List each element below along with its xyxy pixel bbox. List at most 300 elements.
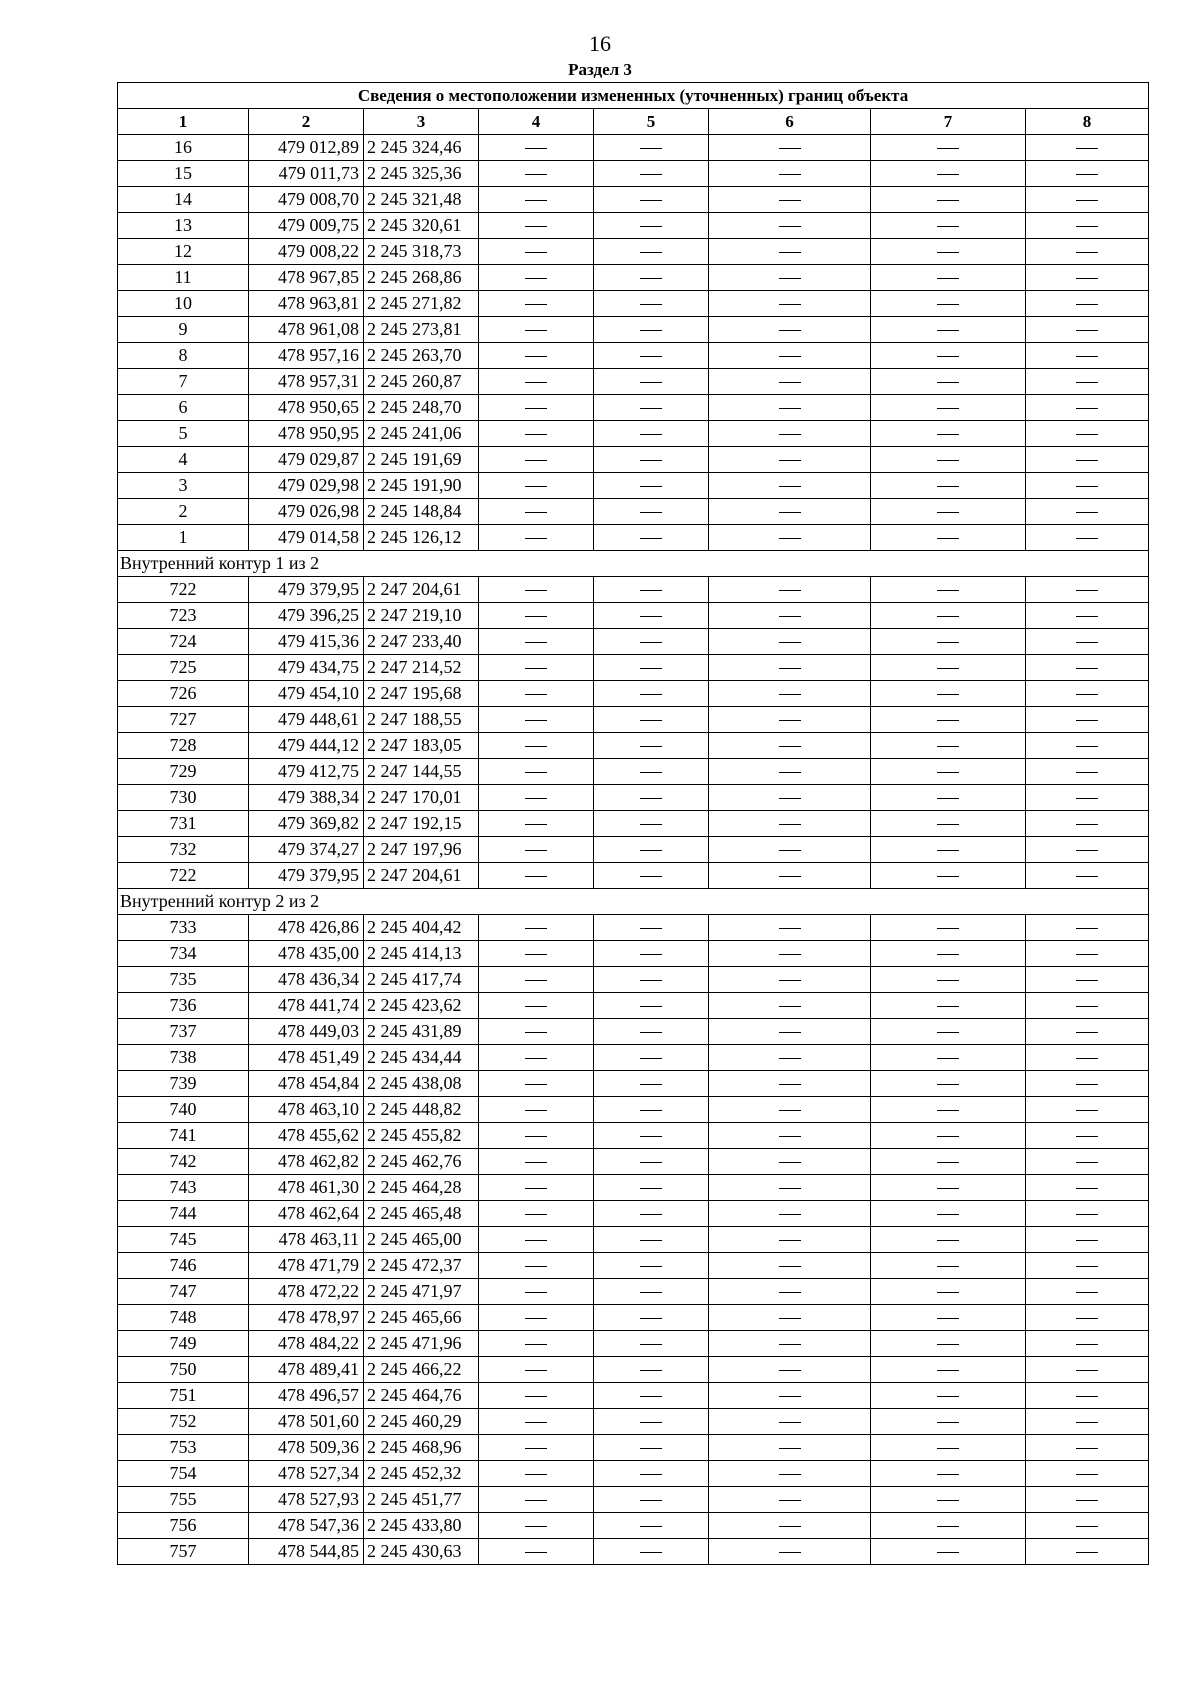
empty-value-cell bbox=[871, 1383, 1026, 1409]
y-coordinate-cell: 2 245 148,84 bbox=[364, 499, 479, 525]
dash-mark bbox=[1076, 850, 1098, 851]
x-coordinate-cell: 478 478,97 bbox=[249, 1305, 364, 1331]
dash-mark bbox=[937, 330, 959, 331]
empty-value-cell bbox=[1026, 837, 1149, 863]
x-coordinate-cell: 479 454,10 bbox=[249, 681, 364, 707]
page-number: 16 bbox=[589, 31, 611, 56]
dash-mark bbox=[525, 1448, 547, 1449]
dash-mark bbox=[1076, 1136, 1098, 1137]
dash-mark bbox=[640, 1318, 662, 1319]
dash-mark bbox=[937, 1084, 959, 1085]
empty-value-cell bbox=[479, 707, 594, 733]
table-row bbox=[118, 1019, 1149, 1045]
x-coordinate-cell: 478 471,79 bbox=[249, 1253, 364, 1279]
empty-value-cell bbox=[1026, 473, 1149, 499]
empty-value-cell bbox=[1026, 187, 1149, 213]
empty-value-cell bbox=[709, 1123, 871, 1149]
empty-value-cell bbox=[479, 239, 594, 265]
empty-value-cell bbox=[479, 733, 594, 759]
y-coordinate-cell: 2 247 214,52 bbox=[364, 655, 479, 681]
table-row bbox=[118, 1201, 1149, 1227]
empty-value-cell bbox=[479, 785, 594, 811]
x-coordinate-cell: 478 957,31 bbox=[249, 369, 364, 395]
dash-mark bbox=[1076, 1162, 1098, 1163]
dash-mark bbox=[779, 1084, 801, 1085]
dash-mark bbox=[937, 1448, 959, 1449]
empty-value-cell bbox=[709, 941, 871, 967]
empty-value-cell bbox=[594, 577, 709, 603]
empty-value-cell bbox=[709, 1149, 871, 1175]
point-number-cell: 725 bbox=[118, 655, 249, 681]
dash-mark bbox=[640, 174, 662, 175]
table-row bbox=[118, 1175, 1149, 1201]
empty-value-cell bbox=[1026, 499, 1149, 525]
empty-value-cell bbox=[594, 473, 709, 499]
empty-value-cell bbox=[479, 1539, 594, 1565]
empty-value-cell bbox=[871, 473, 1026, 499]
empty-value-cell bbox=[871, 1123, 1026, 1149]
dash-mark bbox=[525, 538, 547, 539]
dash-mark bbox=[1076, 1110, 1098, 1111]
empty-value-cell bbox=[1026, 1383, 1149, 1409]
empty-value-cell bbox=[871, 421, 1026, 447]
dash-mark bbox=[937, 148, 959, 149]
empty-value-cell bbox=[709, 1227, 871, 1253]
dash-mark bbox=[640, 382, 662, 383]
empty-value-cell bbox=[479, 993, 594, 1019]
dash-mark bbox=[525, 1396, 547, 1397]
dash-mark bbox=[1076, 928, 1098, 929]
empty-value-cell bbox=[594, 291, 709, 317]
point-number-cell: 3 bbox=[118, 473, 249, 499]
dash-mark bbox=[640, 486, 662, 487]
empty-value-cell bbox=[871, 187, 1026, 213]
y-coordinate-cell: 2 245 471,97 bbox=[364, 1279, 479, 1305]
y-coordinate-cell: 2 245 260,87 bbox=[364, 369, 479, 395]
y-coordinate-cell: 2 245 320,61 bbox=[364, 213, 479, 239]
point-number-cell: 4 bbox=[118, 447, 249, 473]
empty-value-cell bbox=[594, 1019, 709, 1045]
contour-label: Внутренний контур 2 из 2 bbox=[118, 889, 1149, 915]
dash-mark bbox=[640, 798, 662, 799]
empty-value-cell bbox=[594, 1253, 709, 1279]
table-row bbox=[118, 733, 1149, 759]
x-coordinate-cell: 479 026,98 bbox=[249, 499, 364, 525]
table-row bbox=[118, 707, 1149, 733]
dash-mark bbox=[937, 538, 959, 539]
y-coordinate-cell: 2 245 414,13 bbox=[364, 941, 479, 967]
dash-mark bbox=[525, 642, 547, 643]
dash-mark bbox=[779, 642, 801, 643]
empty-value-cell bbox=[709, 707, 871, 733]
dash-mark bbox=[1076, 1344, 1098, 1345]
dash-mark bbox=[640, 1032, 662, 1033]
empty-value-cell bbox=[479, 1123, 594, 1149]
dash-mark bbox=[640, 1136, 662, 1137]
x-coordinate-cell: 478 496,57 bbox=[249, 1383, 364, 1409]
dash-mark bbox=[779, 876, 801, 877]
table-row bbox=[118, 837, 1149, 863]
dash-mark bbox=[937, 1266, 959, 1267]
table-row bbox=[118, 213, 1149, 239]
empty-value-cell bbox=[1026, 1097, 1149, 1123]
dash-mark bbox=[1076, 434, 1098, 435]
point-number-cell: 8 bbox=[118, 343, 249, 369]
empty-value-cell bbox=[871, 1487, 1026, 1513]
dash-mark bbox=[779, 1032, 801, 1033]
empty-value-cell bbox=[871, 1175, 1026, 1201]
dash-mark bbox=[779, 512, 801, 513]
empty-value-cell bbox=[479, 1227, 594, 1253]
empty-value-cell bbox=[709, 317, 871, 343]
dash-mark bbox=[640, 1058, 662, 1059]
table-row bbox=[118, 1305, 1149, 1331]
point-number-cell: 10 bbox=[118, 291, 249, 317]
dash-mark bbox=[937, 174, 959, 175]
dash-mark bbox=[779, 1214, 801, 1215]
empty-value-cell bbox=[709, 1409, 871, 1435]
point-number-cell: 735 bbox=[118, 967, 249, 993]
empty-value-cell bbox=[871, 265, 1026, 291]
empty-value-cell bbox=[871, 1149, 1026, 1175]
dash-mark bbox=[937, 1032, 959, 1033]
empty-value-cell bbox=[709, 265, 871, 291]
empty-value-cell bbox=[479, 915, 594, 941]
empty-value-cell bbox=[871, 1409, 1026, 1435]
dash-mark bbox=[525, 356, 547, 357]
dash-mark bbox=[525, 1136, 547, 1137]
dash-mark bbox=[1076, 1214, 1098, 1215]
empty-value-cell bbox=[871, 993, 1026, 1019]
table-row bbox=[118, 187, 1149, 213]
dash-mark bbox=[640, 434, 662, 435]
table-row bbox=[118, 967, 1149, 993]
table-row bbox=[118, 1045, 1149, 1071]
empty-value-cell bbox=[871, 941, 1026, 967]
empty-value-cell bbox=[709, 239, 871, 265]
dash-mark bbox=[937, 954, 959, 955]
empty-value-cell bbox=[1026, 1019, 1149, 1045]
empty-value-cell bbox=[709, 1071, 871, 1097]
empty-value-cell bbox=[709, 759, 871, 785]
x-coordinate-cell: 479 396,25 bbox=[249, 603, 364, 629]
empty-value-cell bbox=[871, 967, 1026, 993]
dash-mark bbox=[779, 980, 801, 981]
dash-mark bbox=[525, 304, 547, 305]
empty-value-cell bbox=[479, 1513, 594, 1539]
empty-value-cell bbox=[479, 811, 594, 837]
empty-value-cell bbox=[479, 1357, 594, 1383]
empty-value-cell bbox=[871, 1097, 1026, 1123]
dash-mark bbox=[937, 1110, 959, 1111]
empty-value-cell bbox=[479, 863, 594, 889]
dash-mark bbox=[1076, 226, 1098, 227]
table-row bbox=[118, 499, 1149, 525]
empty-value-cell bbox=[709, 1331, 871, 1357]
point-number-cell: 729 bbox=[118, 759, 249, 785]
dash-mark bbox=[640, 1188, 662, 1189]
dash-mark bbox=[525, 174, 547, 175]
dash-mark bbox=[779, 1500, 801, 1501]
empty-value-cell bbox=[479, 395, 594, 421]
empty-value-cell bbox=[1026, 1071, 1149, 1097]
empty-value-cell bbox=[1026, 525, 1149, 551]
dash-mark bbox=[640, 616, 662, 617]
y-coordinate-cell: 2 245 468,96 bbox=[364, 1435, 479, 1461]
dash-mark bbox=[779, 772, 801, 773]
x-coordinate-cell: 478 484,22 bbox=[249, 1331, 364, 1357]
y-coordinate-cell: 2 245 433,80 bbox=[364, 1513, 479, 1539]
dash-mark bbox=[640, 1162, 662, 1163]
empty-value-cell bbox=[594, 447, 709, 473]
empty-value-cell bbox=[594, 317, 709, 343]
empty-value-cell bbox=[479, 447, 594, 473]
x-coordinate-cell: 478 454,84 bbox=[249, 1071, 364, 1097]
point-number-cell: 11 bbox=[118, 265, 249, 291]
empty-value-cell bbox=[479, 759, 594, 785]
dash-mark bbox=[937, 1136, 959, 1137]
y-coordinate-cell: 2 245 448,82 bbox=[364, 1097, 479, 1123]
boundary-coordinates-table bbox=[117, 82, 1149, 1565]
empty-value-cell bbox=[1026, 1487, 1149, 1513]
empty-value-cell bbox=[1026, 135, 1149, 161]
empty-value-cell bbox=[1026, 1123, 1149, 1149]
table-row bbox=[118, 395, 1149, 421]
empty-value-cell bbox=[594, 369, 709, 395]
y-coordinate-cell: 2 245 451,77 bbox=[364, 1487, 479, 1513]
dash-mark bbox=[937, 1162, 959, 1163]
empty-value-cell bbox=[479, 499, 594, 525]
dash-mark bbox=[1076, 1240, 1098, 1241]
dash-mark bbox=[1076, 460, 1098, 461]
empty-value-cell bbox=[1026, 421, 1149, 447]
empty-value-cell bbox=[709, 1539, 871, 1565]
empty-value-cell bbox=[1026, 1435, 1149, 1461]
empty-value-cell bbox=[709, 161, 871, 187]
dash-mark bbox=[1076, 330, 1098, 331]
y-coordinate-cell: 2 245 431,89 bbox=[364, 1019, 479, 1045]
contour-label: Внутренний контур 1 из 2 bbox=[118, 551, 1149, 577]
dash-mark bbox=[640, 538, 662, 539]
dash-mark bbox=[1076, 876, 1098, 877]
dash-mark bbox=[1076, 694, 1098, 695]
empty-value-cell bbox=[1026, 1513, 1149, 1539]
x-coordinate-cell: 479 009,75 bbox=[249, 213, 364, 239]
empty-value-cell bbox=[1026, 265, 1149, 291]
point-number-cell: 13 bbox=[118, 213, 249, 239]
x-coordinate-cell: 479 434,75 bbox=[249, 655, 364, 681]
dash-mark bbox=[525, 408, 547, 409]
table-row bbox=[118, 941, 1149, 967]
table-title-row bbox=[118, 83, 1149, 109]
dash-mark bbox=[779, 1422, 801, 1423]
empty-value-cell bbox=[479, 265, 594, 291]
empty-value-cell bbox=[479, 837, 594, 863]
point-number-cell: 744 bbox=[118, 1201, 249, 1227]
x-coordinate-cell: 478 435,00 bbox=[249, 941, 364, 967]
dash-mark bbox=[1076, 1188, 1098, 1189]
empty-value-cell bbox=[594, 1513, 709, 1539]
table-row bbox=[118, 317, 1149, 343]
empty-value-cell bbox=[594, 1149, 709, 1175]
table-row bbox=[118, 785, 1149, 811]
y-coordinate-cell: 2 247 170,01 bbox=[364, 785, 479, 811]
y-coordinate-cell: 2 245 417,74 bbox=[364, 967, 479, 993]
point-number-cell: 734 bbox=[118, 941, 249, 967]
x-coordinate-cell: 479 379,95 bbox=[249, 863, 364, 889]
dash-mark bbox=[779, 1058, 801, 1059]
dash-mark bbox=[640, 200, 662, 201]
table-row bbox=[118, 1071, 1149, 1097]
table-row bbox=[118, 1539, 1149, 1565]
y-coordinate-cell: 2 245 263,70 bbox=[364, 343, 479, 369]
empty-value-cell bbox=[479, 681, 594, 707]
dash-mark bbox=[640, 980, 662, 981]
dash-mark bbox=[779, 304, 801, 305]
dash-mark bbox=[937, 720, 959, 721]
y-coordinate-cell: 2 245 248,70 bbox=[364, 395, 479, 421]
empty-value-cell bbox=[709, 213, 871, 239]
dash-mark bbox=[937, 1396, 959, 1397]
empty-value-cell bbox=[594, 759, 709, 785]
empty-value-cell bbox=[479, 343, 594, 369]
empty-value-cell bbox=[479, 1487, 594, 1513]
empty-value-cell bbox=[1026, 967, 1149, 993]
empty-value-cell bbox=[709, 1175, 871, 1201]
dash-mark bbox=[640, 1396, 662, 1397]
dash-mark bbox=[937, 1344, 959, 1345]
dash-mark bbox=[525, 1006, 547, 1007]
empty-value-cell bbox=[871, 759, 1026, 785]
contour-subheader-row bbox=[118, 551, 1149, 577]
x-coordinate-cell: 478 547,36 bbox=[249, 1513, 364, 1539]
empty-value-cell bbox=[1026, 1539, 1149, 1565]
empty-value-cell bbox=[594, 161, 709, 187]
empty-value-cell bbox=[1026, 1357, 1149, 1383]
point-number-cell: 742 bbox=[118, 1149, 249, 1175]
dash-mark bbox=[1076, 512, 1098, 513]
dash-mark bbox=[779, 1526, 801, 1527]
empty-value-cell bbox=[709, 967, 871, 993]
dash-mark bbox=[779, 1110, 801, 1111]
dash-mark bbox=[640, 1552, 662, 1553]
x-coordinate-cell: 478 441,74 bbox=[249, 993, 364, 1019]
dash-mark bbox=[937, 486, 959, 487]
y-coordinate-cell: 2 245 430,63 bbox=[364, 1539, 479, 1565]
dash-mark bbox=[937, 746, 959, 747]
dash-mark bbox=[640, 772, 662, 773]
dash-mark bbox=[779, 1240, 801, 1241]
dash-mark bbox=[640, 590, 662, 591]
dash-mark bbox=[640, 1214, 662, 1215]
dash-mark bbox=[525, 980, 547, 981]
table-row bbox=[118, 1331, 1149, 1357]
dash-mark bbox=[937, 1006, 959, 1007]
point-number-cell: 728 bbox=[118, 733, 249, 759]
table-row bbox=[118, 291, 1149, 317]
empty-value-cell bbox=[479, 1045, 594, 1071]
empty-value-cell bbox=[709, 733, 871, 759]
y-coordinate-cell: 2 245 471,96 bbox=[364, 1331, 479, 1357]
empty-value-cell bbox=[1026, 291, 1149, 317]
dash-mark bbox=[1076, 642, 1098, 643]
x-coordinate-cell: 479 444,12 bbox=[249, 733, 364, 759]
x-coordinate-cell: 478 957,16 bbox=[249, 343, 364, 369]
empty-value-cell bbox=[1026, 1331, 1149, 1357]
empty-value-cell bbox=[1026, 707, 1149, 733]
column-header: 1 bbox=[118, 109, 249, 135]
dash-mark bbox=[1076, 1422, 1098, 1423]
dash-mark bbox=[1076, 1552, 1098, 1553]
dash-mark bbox=[937, 200, 959, 201]
empty-value-cell bbox=[709, 1201, 871, 1227]
dash-mark bbox=[525, 1110, 547, 1111]
dash-mark bbox=[525, 824, 547, 825]
empty-value-cell bbox=[871, 1279, 1026, 1305]
y-coordinate-cell: 2 245 324,46 bbox=[364, 135, 479, 161]
point-number-cell: 755 bbox=[118, 1487, 249, 1513]
empty-value-cell bbox=[594, 421, 709, 447]
empty-value-cell bbox=[709, 655, 871, 681]
empty-value-cell bbox=[871, 785, 1026, 811]
table-row bbox=[118, 1461, 1149, 1487]
dash-mark bbox=[640, 746, 662, 747]
empty-value-cell bbox=[871, 447, 1026, 473]
dash-mark bbox=[525, 746, 547, 747]
empty-value-cell bbox=[594, 343, 709, 369]
dash-mark bbox=[525, 1370, 547, 1371]
dash-mark bbox=[640, 1110, 662, 1111]
empty-value-cell bbox=[1026, 941, 1149, 967]
dash-mark bbox=[640, 928, 662, 929]
dash-mark bbox=[640, 642, 662, 643]
empty-value-cell bbox=[709, 603, 871, 629]
empty-value-cell bbox=[594, 1539, 709, 1565]
dash-mark bbox=[525, 460, 547, 461]
y-coordinate-cell: 2 245 464,28 bbox=[364, 1175, 479, 1201]
empty-value-cell bbox=[594, 1305, 709, 1331]
dash-mark bbox=[525, 1500, 547, 1501]
x-coordinate-cell: 479 029,98 bbox=[249, 473, 364, 499]
empty-value-cell bbox=[871, 135, 1026, 161]
table-row bbox=[118, 1253, 1149, 1279]
y-coordinate-cell: 2 247 195,68 bbox=[364, 681, 479, 707]
empty-value-cell bbox=[594, 967, 709, 993]
dash-mark bbox=[937, 1318, 959, 1319]
dash-mark bbox=[779, 408, 801, 409]
dash-mark bbox=[1076, 772, 1098, 773]
column-header: 4 bbox=[479, 109, 594, 135]
empty-value-cell bbox=[594, 265, 709, 291]
point-number-cell: 740 bbox=[118, 1097, 249, 1123]
table-row bbox=[118, 525, 1149, 551]
empty-value-cell bbox=[594, 239, 709, 265]
dash-mark bbox=[1076, 1266, 1098, 1267]
empty-value-cell bbox=[1026, 1175, 1149, 1201]
empty-value-cell bbox=[479, 1253, 594, 1279]
dash-mark bbox=[640, 694, 662, 695]
dash-mark bbox=[525, 1292, 547, 1293]
empty-value-cell bbox=[871, 577, 1026, 603]
dash-mark bbox=[779, 1474, 801, 1475]
empty-value-cell bbox=[709, 1383, 871, 1409]
dash-mark bbox=[640, 876, 662, 877]
empty-value-cell bbox=[871, 1539, 1026, 1565]
y-coordinate-cell: 2 245 268,86 bbox=[364, 265, 479, 291]
dash-mark bbox=[1076, 356, 1098, 357]
y-coordinate-cell: 2 245 462,76 bbox=[364, 1149, 479, 1175]
empty-value-cell bbox=[871, 629, 1026, 655]
